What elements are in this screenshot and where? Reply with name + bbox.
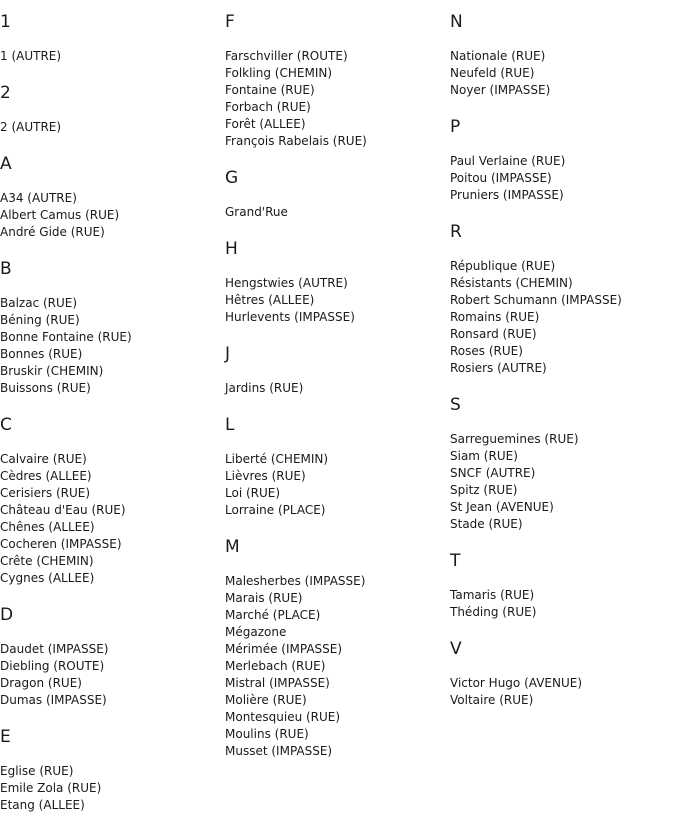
street-item: St Jean (AVENUE) <box>450 500 554 514</box>
street-item: Théding (RUE) <box>450 605 537 619</box>
street-item: République (RUE) <box>450 259 556 273</box>
letter-heading: 1 <box>0 12 11 32</box>
letter-heading: N <box>450 12 463 32</box>
street-item: Hurlevents (IMPASSE) <box>225 310 355 324</box>
street-item: Romains (RUE) <box>450 310 540 324</box>
street-item: Cocheren (IMPASSE) <box>0 537 122 551</box>
letter-heading: R <box>450 222 462 242</box>
letter-group <box>225 537 449 760</box>
letter-group <box>0 83 224 136</box>
street-item: François Rabelais (RUE) <box>225 134 367 148</box>
street-item: A34 (AUTRE) <box>0 191 77 205</box>
street-item: Château d'Eau (RUE) <box>0 503 126 517</box>
street-item: Emile Zola (RUE) <box>0 781 102 795</box>
street-item: Rosiers (AUTRE) <box>450 361 547 375</box>
street-item: Résistants (CHEMIN) <box>450 276 573 290</box>
street-item: Mérimée (IMPASSE) <box>225 642 343 656</box>
street-item: Mistral (IMPASSE) <box>225 676 330 690</box>
letter-group <box>225 12 449 150</box>
street-item: Farschviller (ROUTE) <box>225 49 348 63</box>
street-item: Daudet (IMPASSE) <box>0 642 109 656</box>
index-column-2 <box>225 0 449 778</box>
street-item: Calvaire (RUE) <box>0 452 87 466</box>
street-list <box>225 451 449 519</box>
letter-heading: S <box>450 395 461 415</box>
street-list <box>0 763 224 814</box>
street-item: Buissons (RUE) <box>0 381 91 395</box>
street-item: Folkling (CHEMIN) <box>225 66 333 80</box>
letter-heading: P <box>450 117 461 137</box>
letter-group <box>225 344 449 397</box>
street-list <box>0 451 224 587</box>
street-list <box>450 587 674 621</box>
street-item: Marais (RUE) <box>225 591 303 605</box>
letter-heading: C <box>0 415 12 435</box>
street-item: Dragon (RUE) <box>0 676 82 690</box>
street-item: Pruniers (IMPASSE) <box>450 188 564 202</box>
street-list <box>450 48 674 99</box>
street-item: SNCF (AUTRE) <box>450 466 536 480</box>
street-item: Fontaine (RUE) <box>225 83 315 97</box>
street-item: Bonnes (RUE) <box>0 347 83 361</box>
letter-group <box>450 395 674 533</box>
index-column-3 <box>450 0 674 727</box>
street-item: Malesherbes (IMPASSE) <box>225 574 366 588</box>
street-list <box>450 153 674 204</box>
street-item: Bruskir (CHEMIN) <box>0 364 104 378</box>
street-item: Chênes (ALLEE) <box>0 520 95 534</box>
letter-heading: A <box>0 154 12 174</box>
street-item: Marché (PLACE) <box>225 608 321 622</box>
street-item: André Gide (RUE) <box>0 225 105 239</box>
letter-group <box>450 551 674 621</box>
street-item: Lorraine (PLACE) <box>225 503 326 517</box>
street-item: Albert Camus (RUE) <box>0 208 120 222</box>
letter-group <box>0 727 224 814</box>
street-list <box>225 204 449 221</box>
letter-heading: J <box>225 344 231 364</box>
street-item: Béning (RUE) <box>0 313 80 327</box>
street-item: Etang (ALLEE) <box>0 798 85 812</box>
street-list <box>450 258 674 377</box>
letter-heading: 2 <box>0 83 11 103</box>
street-item: Stade (RUE) <box>450 517 523 531</box>
letter-group <box>225 239 449 326</box>
street-item: Roses (RUE) <box>450 344 523 358</box>
street-item: Paul Verlaine (RUE) <box>450 154 566 168</box>
letter-group <box>0 154 224 241</box>
street-item: Eglise (RUE) <box>0 764 74 778</box>
letter-group <box>0 605 224 709</box>
street-item: Nationale (RUE) <box>450 49 546 63</box>
street-item: Neufeld (RUE) <box>450 66 535 80</box>
street-list <box>225 48 449 150</box>
street-item: Diebling (ROUTE) <box>0 659 105 673</box>
street-item: Ronsard (RUE) <box>450 327 537 341</box>
letter-group <box>450 639 674 709</box>
letter-heading: E <box>0 727 11 747</box>
letter-group <box>450 117 674 204</box>
street-item: Victor Hugo (AVENUE) <box>450 676 583 690</box>
street-item: Liberté (CHEMIN) <box>225 452 329 466</box>
street-list <box>0 295 224 397</box>
letter-heading: D <box>0 605 14 625</box>
street-item: Balzac (RUE) <box>0 296 78 310</box>
street-list <box>225 380 449 397</box>
index-column-1 <box>0 0 224 832</box>
street-item: Crête (CHEMIN) <box>0 554 94 568</box>
street-item: Dumas (IMPASSE) <box>0 693 107 707</box>
street-item: Hêtres (ALLEE) <box>225 293 315 307</box>
street-item: 1 (AUTRE) <box>0 49 62 63</box>
street-item: Musset (IMPASSE) <box>225 744 333 758</box>
street-item: Sarreguemines (RUE) <box>450 432 579 446</box>
letter-group <box>0 415 224 587</box>
street-item: Loi (RUE) <box>225 486 281 500</box>
street-item: Cygnes (ALLEE) <box>0 571 95 585</box>
street-list <box>0 641 224 709</box>
street-item: Siam (RUE) <box>450 449 518 463</box>
street-item: Molière (RUE) <box>225 693 307 707</box>
letter-heading: H <box>225 239 238 259</box>
street-list <box>0 48 224 65</box>
letter-group <box>0 12 224 65</box>
street-list <box>225 573 449 760</box>
street-item: Voltaire (RUE) <box>450 693 534 707</box>
street-item: Merlebach (RUE) <box>225 659 326 673</box>
street-item: Bonne Fontaine (RUE) <box>0 330 132 344</box>
letter-group <box>225 415 449 519</box>
street-item: Cerisiers (RUE) <box>0 486 91 500</box>
letter-group <box>450 12 674 99</box>
street-list <box>0 190 224 241</box>
street-item: Cèdres (ALLEE) <box>0 469 92 483</box>
letter-heading: V <box>450 639 462 659</box>
street-item: Jardins (RUE) <box>225 381 304 395</box>
letter-heading: T <box>450 551 461 571</box>
letter-group <box>450 222 674 377</box>
street-item: Grand'Rue <box>225 205 288 219</box>
street-list <box>450 675 674 709</box>
street-item: Mégazone <box>225 625 287 639</box>
letter-group <box>225 168 449 221</box>
letter-heading: B <box>0 259 12 279</box>
street-list <box>225 275 449 326</box>
street-list <box>0 119 224 136</box>
street-item: Montesquieu (RUE) <box>225 710 341 724</box>
street-item: 2 (AUTRE) <box>0 120 62 134</box>
letter-heading: M <box>225 537 240 557</box>
street-item: Tamaris (RUE) <box>450 588 535 602</box>
street-item: Moulins (RUE) <box>225 727 309 741</box>
street-item: Spitz (RUE) <box>450 483 518 497</box>
letter-heading: G <box>225 168 239 188</box>
street-list <box>450 431 674 533</box>
street-item: Lièvres (RUE) <box>225 469 306 483</box>
street-item: Forbach (RUE) <box>225 100 311 114</box>
letter-heading: F <box>225 12 235 32</box>
letter-group <box>0 259 224 397</box>
letter-heading: L <box>225 415 235 435</box>
street-item: Poitou (IMPASSE) <box>450 171 552 185</box>
street-item: Noyer (IMPASSE) <box>450 83 551 97</box>
street-item: Robert Schumann (IMPASSE) <box>450 293 622 307</box>
street-item: Forêt (ALLEE) <box>225 117 306 131</box>
street-item: Hengstwies (AUTRE) <box>225 276 348 290</box>
